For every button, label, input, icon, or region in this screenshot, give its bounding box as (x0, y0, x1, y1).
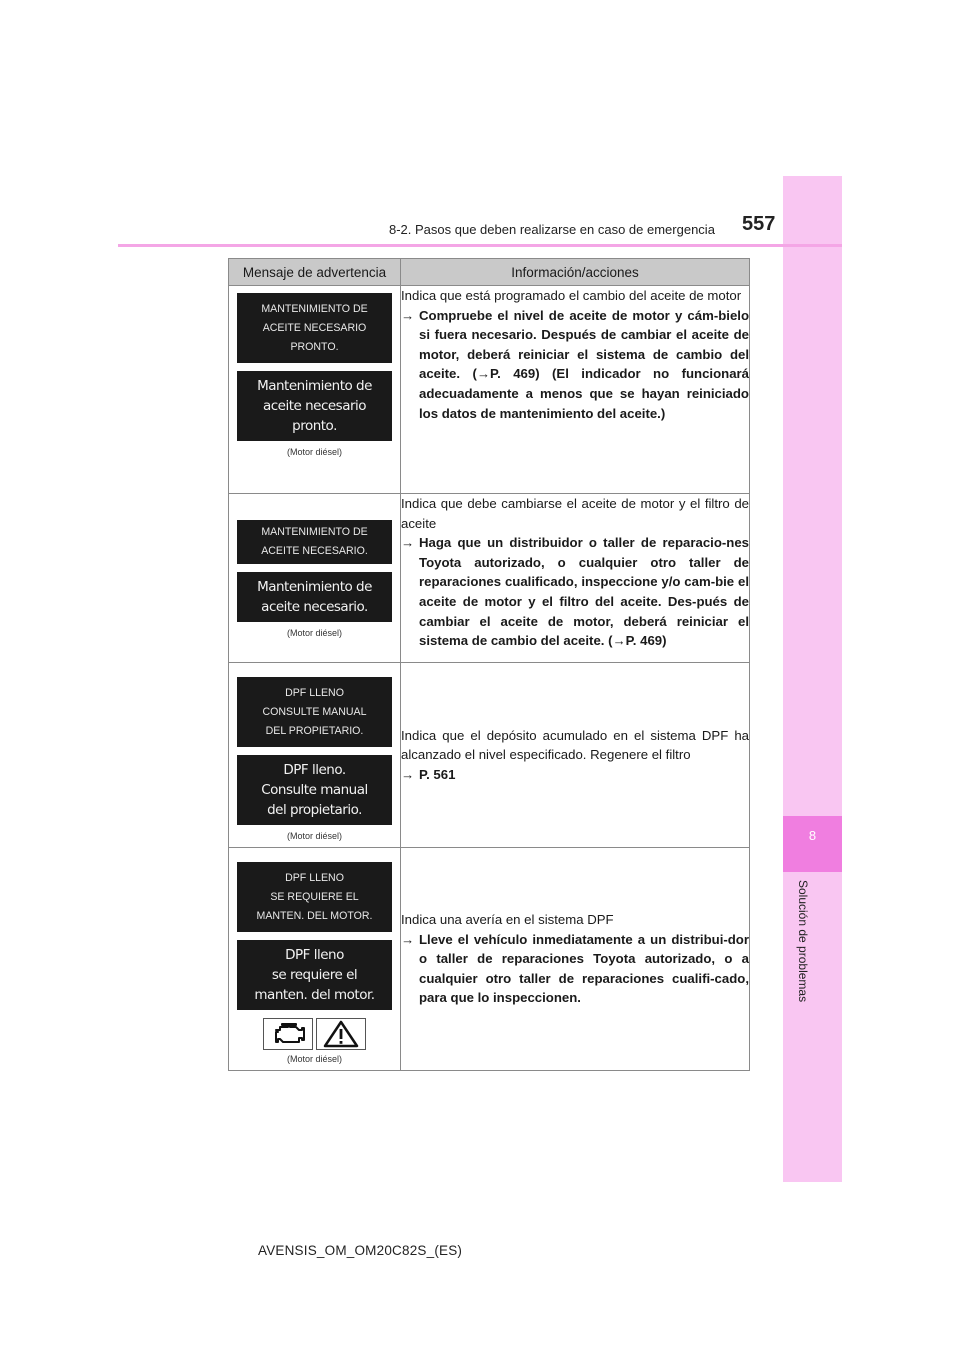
info-cell (401, 494, 750, 663)
display-text: SE REQUIERE EL (270, 890, 359, 903)
table-row (229, 494, 750, 663)
table-row (229, 663, 750, 848)
col-header-message: Mensaje de advertencia (229, 259, 401, 286)
master-warning-icon (316, 1018, 366, 1050)
engine-note: (Motor diésel) (286, 628, 342, 638)
section-title: 8-2. Pasos que deben realizarse en caso de emergencia (389, 222, 715, 237)
display-text: del propietario. (267, 802, 362, 818)
info-text: Indica que el depósito acumulado en el sistema DPF ha alcanzado el nivel especificado. Regenere el filtro (401, 727, 749, 763)
engine-note: (Motor diésel) (286, 447, 342, 457)
display-text: DPF LLENO (285, 686, 344, 699)
action-text: Lleve el vehículo inmediatamente a un distribui-dor o taller de reparaciones Toyota autorizado, o a cualquier otro taller de reparaciones cualifi-cado, para que lo inspeccionen. (419, 931, 749, 1006)
display-text: aceite necesario. (261, 599, 368, 615)
chapter-number: 8 (808, 828, 817, 843)
col-header-info: Información/acciones (401, 259, 750, 286)
diesel-warning-display (237, 572, 392, 622)
warning-display (237, 862, 392, 932)
arrow-icon: → (401, 931, 415, 947)
display-text: Mantenimiento de (257, 579, 372, 595)
display-text: MANTEN. DEL MOTOR. (256, 909, 373, 922)
display-text: MANTENIMIENTO DE (261, 302, 368, 315)
chapter-title: Solución de problemas (796, 880, 810, 1003)
message-cell (229, 663, 401, 848)
message-cell (229, 494, 401, 663)
page-reference[interactable]: P. 561 (419, 766, 456, 782)
message-cell (229, 286, 401, 494)
display-text: manten. del motor. (254, 987, 375, 1003)
info-cell (401, 286, 750, 494)
display-text: se requiere el (271, 967, 358, 983)
info-text: Indica que debe cambiarse el aceite de motor y el filtro de aceite (401, 496, 749, 531)
arrow-icon: → (401, 766, 415, 782)
action-text: Haga que un distribuidor o taller de reparacio-nes Toyota autorizado, o cualquier otro taller de reparaciones cualificado, inspeccione y/o cam-bie el aceite de motor y el filtro del aceite. Des-pués de cambiar el aceite de motor, deberá reiniciar el sistema de cambio del aceite. (→P. 469) (419, 535, 749, 649)
display-text: CONSULTE MANUAL (262, 705, 367, 718)
engine-warning-icon (263, 1018, 313, 1050)
display-text: pronto. (292, 418, 337, 434)
table-row (229, 286, 750, 494)
warning-display (237, 293, 392, 363)
display-text: DEL PROPIETARIO. (265, 724, 364, 737)
arrow-icon: → (401, 307, 415, 323)
arrow-icon: → (401, 535, 415, 551)
page-number: 557 (742, 213, 776, 235)
display-text: aceite necesario (262, 398, 367, 414)
info-text: Indica una avería en el sistema DPF (401, 912, 614, 928)
chapter-sidebar (783, 176, 842, 1182)
display-text: ACEITE NECESARIO (262, 321, 367, 334)
display-text: DPF LLENO (285, 871, 344, 884)
diesel-warning-display (237, 940, 392, 1010)
chapter-tab[interactable] (783, 816, 842, 872)
display-text: Consulte manual (261, 782, 368, 798)
table-row (229, 848, 750, 1071)
diesel-warning-display (237, 755, 392, 825)
message-cell (229, 848, 401, 1071)
display-text: Mantenimiento de (257, 378, 372, 394)
display-text: PRONTO. (290, 340, 339, 353)
info-cell (401, 848, 750, 1071)
table-header-row (229, 259, 750, 286)
display-text: MANTENIMIENTO DE (261, 526, 368, 538)
engine-note: (Motor diésel) (286, 1054, 342, 1064)
document-code: AVENSIS_OM_OM20C82S_(ES) (258, 1243, 463, 1258)
engine-note: (Motor diésel) (286, 831, 342, 841)
header-divider (118, 244, 842, 247)
warning-display (237, 520, 392, 564)
info-cell (401, 663, 750, 848)
warning-message-table (228, 258, 750, 1071)
display-text: DPF lleno. (283, 762, 346, 778)
warning-display (237, 677, 392, 747)
diesel-warning-display (237, 371, 392, 441)
display-text: DPF lleno (285, 947, 344, 963)
info-text: Indica que está programado el cambio del aceite de motor (401, 288, 742, 303)
warning-lights (263, 1018, 366, 1050)
action-text: Compruebe el nivel de aceite de motor y cám-bielo si fuera necesario. Después de cambiar el aceite de motor, deberá reiniciar el sistema de cambio del aceite. (→P. 469) (El indicador no funcionará adecuadamente a menos que se hayan reiniciado los datos de mantenimiento del aceite.) (419, 307, 749, 421)
display-text: ACEITE NECESARIO. (261, 545, 368, 557)
